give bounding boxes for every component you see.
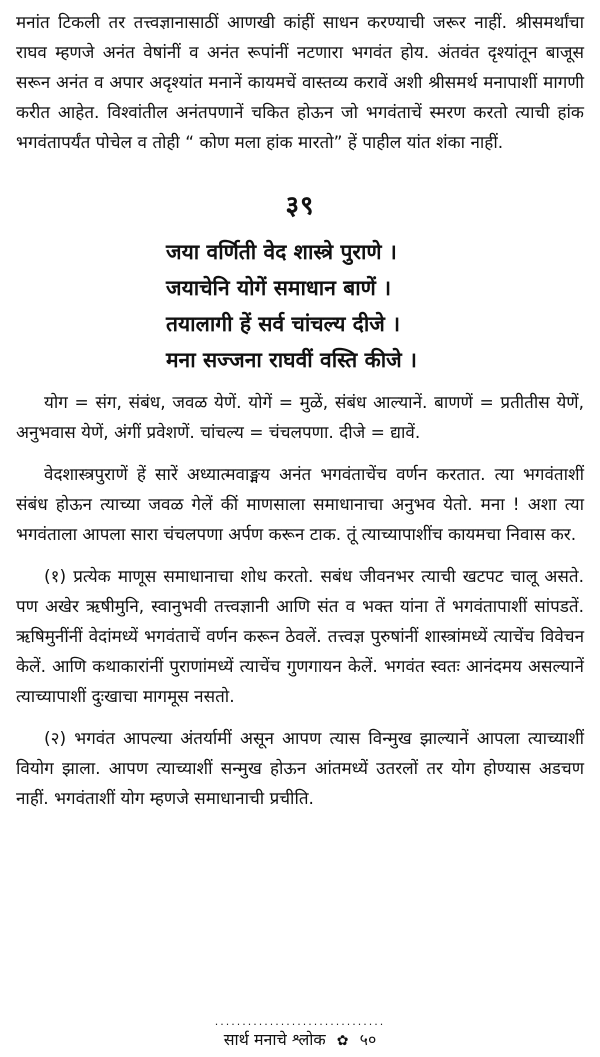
verse-line-3: तयालागी हें सर्व चांचल्य दीजे । — [166, 312, 401, 336]
page-number: ५० — [359, 1030, 377, 1049]
point-1-paragraph: (१) प्रत्येक माणूस समाधानाचा शोध करतो. सबंध जीवनभर त्याची खटपट चालू असते. पण अखेर ऋषीमुनि, स्वानुभवी तत्त्वज्ञानी आणि संत व भक्त यांना तें भगवंतापाशीं सांपडतें. ऋषिमुनींनीं वेदांमध्यें भगवंताचें वर्णन करून ठेवलें. तत्त्वज्ञ पुरुषांनीं शास्त्रांमध्यें त्याचेंच विवेचन केलें. आणि कथाकारांनीं पुराणांमध्यें त्याचेंच गुणगायन केलें. भगवंत स्वतः आनंदमय असल्यानें त्याच्यापाशीं दुःखाचा मागमूस नसतो. — [16, 567, 584, 707]
glossary-paragraph: योग = संग, संबंध, जवळ येणें. योगें = मुळें, संबंध आल्यानें. बाणणें = प्रतीतीस येणें, अनुभवास येणें, अंगीं प्रवेशणें. चांचल्य = चंचलपणा. दीजे = द्यावें. — [16, 393, 584, 443]
footer-line — [0, 1028, 600, 1053]
verse-line-1: जया वर्णिती वेद शास्त्रे पुराणे । — [166, 240, 397, 264]
verse-line-2: जयाचेनि योगें समाधान बाणें । — [166, 276, 392, 300]
flower-icon: ✿ — [336, 1033, 349, 1049]
footer-dotted-rule: ............................... — [214, 1015, 386, 1028]
point-2-paragraph: (२) भगवंत आपल्या अंतर्यामीं असून आपण त्यास विन्मुख झाल्यानें आपला त्याच्याशीं वियोग झाला. आपण त्याच्याशीं सन्मुख होऊन आंतमध्यें उतरलों तर योग होण्यास अडचण नाहीं. भगवंताशीं योग म्हणजे समाधानाची प्रचीति. — [16, 729, 584, 809]
section-number: ३९ — [285, 191, 315, 221]
intro-paragraph: मनांत टिकली तर तत्त्वज्ञानासाठीं आणखी कांहीं साधन करण्याची जरूर नाहीं. श्रीसमर्थांचा राघव म्हणजे अनंत वेषांनीं व अनंत रूपांनीं नटणारा भगवंत होय. अंतवंत दृश्यांतून बाजूस सरून अनंत व अपार अदृश्यांत मनानें कायमचें वास्तव्य करावें अशी श्रीसमर्थ मनापाशीं मागणी करीत आहेत. विश्वांतील अनंतपणानें चकित होऊन जो भगवंताचें स्मरण करतो त्याची हांक भगवंतापर्यंत पोचेल व तोही “ कोण मला हांक मारतो” हें पाहील यांत शंका नाहीं. — [16, 13, 584, 153]
verse-block — [16, 234, 584, 378]
page-footer — [0, 1016, 600, 1053]
book-title: सार्थ मनाचे श्लोक — [223, 1030, 326, 1049]
verse-line-4: मना सज्जना राघवीं वस्ति कीजे । — [166, 348, 418, 372]
meaning-paragraph: वेदशास्त्रपुराणें हें सारें अध्यात्मवाङ्मय अनंत भगवंताचेंच वर्णन करतात. त्या भगवंताशीं संबंध होऊन त्याच्या जवळ गेलें कीं माणसाला समाधानाचा अनुभव येतो. मना ! अशा त्या भगवंताला आपला सारा चंचलपणा अर्पण करून टाक. तूं त्याच्यापाशींच कायमचा निवास कर. — [16, 465, 584, 545]
